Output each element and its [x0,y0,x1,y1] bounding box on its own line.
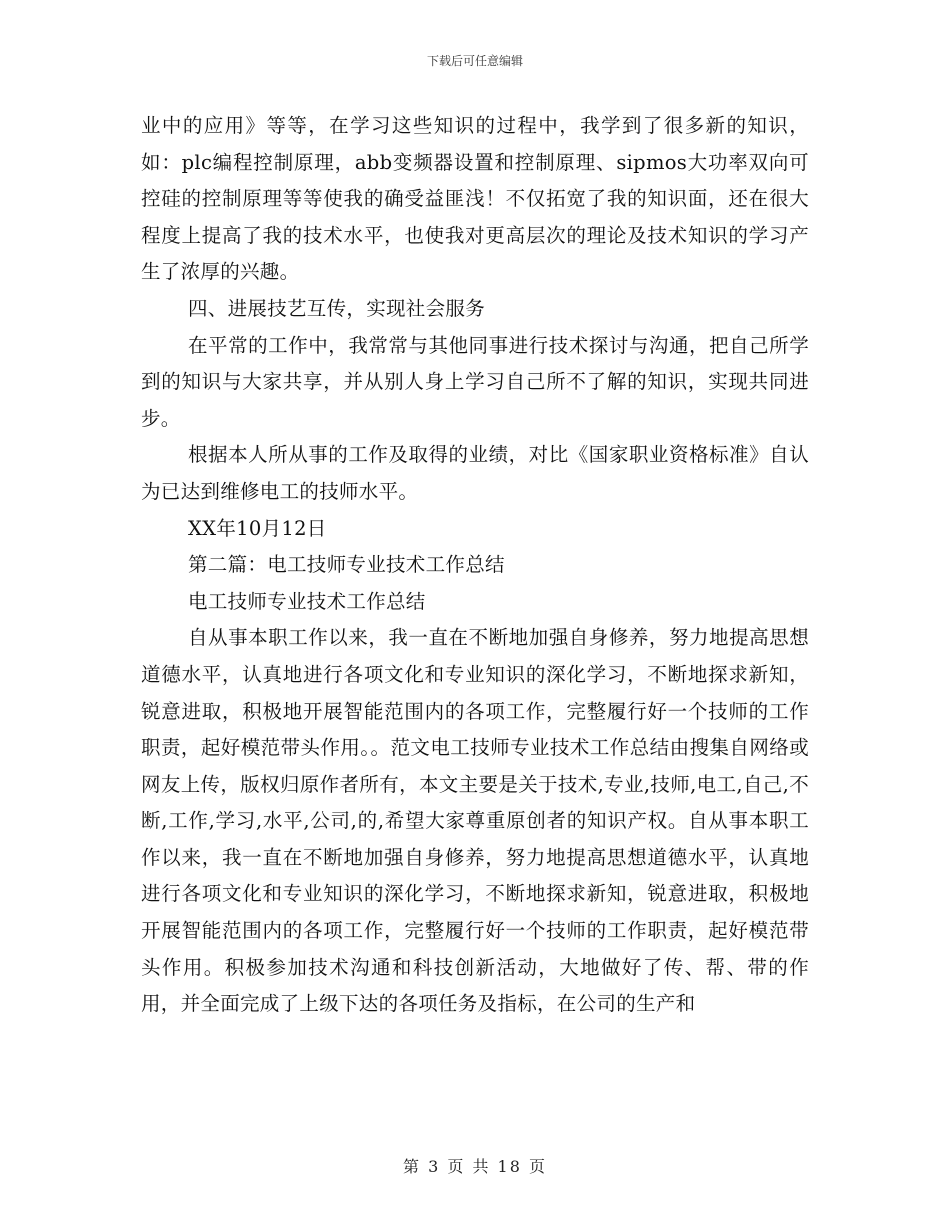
paragraph-communication: 在平常的工作中，我常常与其他同事进行技术探讨与沟通，把自己所学到的知识与大家共享，并从别人身上学习自己所不了解的知识，实现共同进步。 [141,333,809,430]
date-line: XX年10月12日 [188,516,327,540]
paragraph-conclusion: 根据本人所从事的工作及取得的业绩，对比《国家职业资格标准》自认为已达到维修电工的技师水平。 [141,443,809,503]
page-header-note: 下载后可任意编辑 [426,54,523,68]
paragraph-continuation: 业中的应用》等等，在学习这些知识的过程中，我学到了很多新的知识，如：plc编程控制原理，abb变频器设置和控制原理、sipmos大功率双向可控硅的控制原理等等使我的确受益匪浅！不仅拓宽了我的知识面，还在很大程度上提高了我的技术水平，也使我对更高层次的理论及技术知识的学习产生了浓厚的兴趣。 [141,114,809,284]
section-heading-four: 四、进展技艺互传，实现社会服务 [188,296,486,320]
paragraph-summary: 自从事本职工作以来，我一直在不断地加强自身修养，努力地提高思想道德水平，认真地进行各项文化和专业知识的深化学习，不断地探求新知，锐意进取，积极地开展智能范围内的各项工作，完整履行好一个技师的工作职责，起好模范带头作用。。范文电工技师专业技术工作总结由搜集自网络或网友上传，版权归原作者所有，本文主要是关于技术,专业,技师,电工,自己,不断,工作,学习,水平,公司,的,希望大家尊重原创者的知识产权。自从事本职工作以来，我一直在不断地加强自身修养，努力地提高思想道德水平，认真地进行各项文化和专业知识的深化学习，不断地探求新知，锐意进取，积极地开展智能范围内的各项工作，完整履行好一个技师的工作职责，起好模范带头作用。积极参加技术沟通和科技创新活动，大地做好了传、帮、带的作用，并全面完成了上级下达的各项任务及指标，在公司的生产和 [141,626,809,1016]
document-body [141,108,809,1023]
page-number-footer: 第 3 页 共 18 页 [403,1157,547,1176]
document-title: 电工技师专业技术工作总结 [188,589,426,613]
chapter-heading: 第二篇：电工技师专业技术工作总结 [188,553,505,577]
